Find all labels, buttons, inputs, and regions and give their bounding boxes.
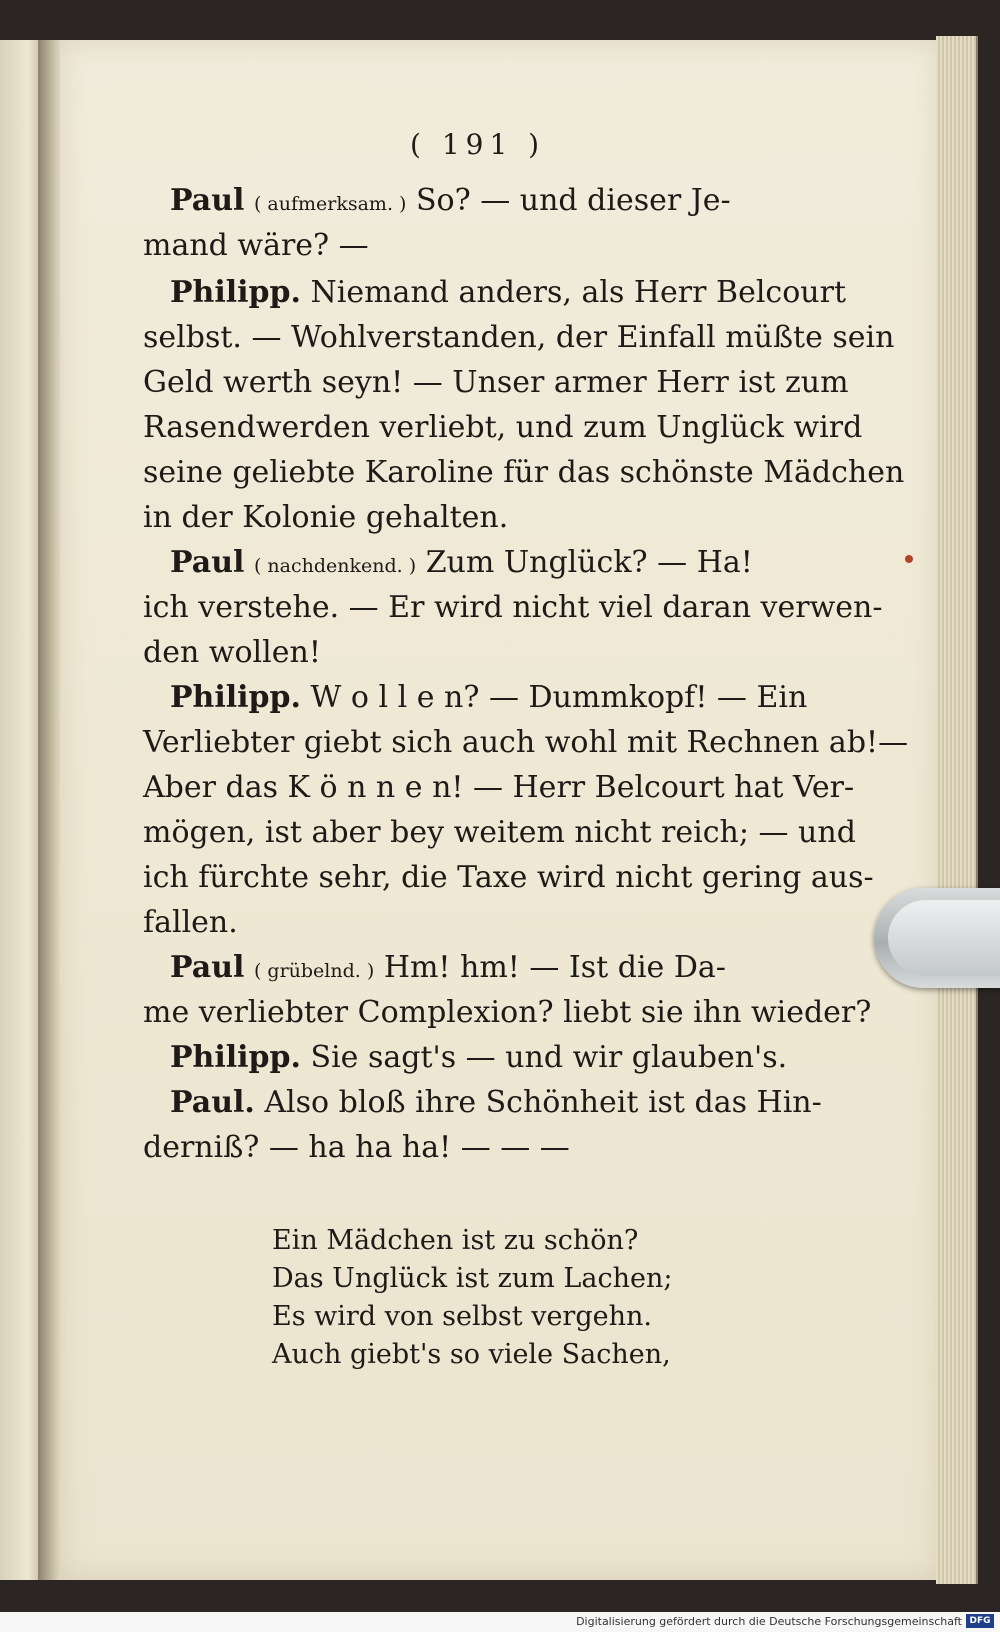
stage-direction: ( nachdenkend. )	[253, 555, 417, 577]
text-line: den wollen!	[143, 635, 321, 670]
footer-credit: Digitalisierung gefördert durch die Deutsche Forschungsgemeinschaft	[576, 1615, 962, 1628]
text-line: mand wäre? —	[143, 228, 369, 263]
text-line: ich fürchte sehr, die Taxe wird nicht gering aus-	[143, 860, 874, 895]
line-text: Hm! hm! — Ist die Da-	[383, 950, 726, 985]
verse-line: Auch giebt's so viele Sachen,	[272, 1339, 671, 1370]
stage-direction: ( aufmerksam. )	[253, 193, 407, 215]
speaker-name: Philipp.	[170, 275, 301, 310]
text-line	[170, 680, 807, 715]
text-line: in der Kolonie gehalten.	[143, 500, 509, 535]
text-line: Rasendwerden verliebt, und zum Unglück wird	[143, 410, 863, 445]
text-line: fallen.	[143, 905, 238, 940]
text-line: ich verstehe. — Er wird nicht viel daran verwen-	[143, 590, 883, 625]
text-line	[170, 275, 846, 310]
speaker-name: Paul.	[170, 1085, 255, 1120]
verse-line: Es wird von selbst vergehn.	[272, 1301, 652, 1332]
text-line	[170, 545, 753, 580]
verse-line: Ein Mädchen ist zu schön?	[272, 1225, 639, 1256]
speaker-name: Paul	[170, 183, 245, 218]
text-line: mögen, ist aber bey weitem nicht reich; — und	[143, 815, 856, 850]
text-line: me verliebter Complexion? liebt sie ihn wieder?	[143, 995, 872, 1030]
line-text: Zum Unglück? — Ha!	[425, 545, 753, 580]
text-line: Verliebter giebt sich auch wohl mit Rechnen ab!—	[143, 725, 909, 760]
text-line	[170, 183, 731, 218]
dfg-logo: DFG	[966, 1614, 994, 1628]
page-clip-highlight	[888, 900, 1000, 976]
speaker-name: Paul	[170, 545, 245, 580]
page-fore-edge	[936, 36, 978, 1584]
line-text: W o l l e n? — Dummkopf! — Ein	[310, 680, 808, 715]
text-line	[170, 1085, 822, 1120]
speaker-name: Philipp.	[170, 680, 301, 715]
text-line	[170, 1040, 787, 1075]
line-text: Niemand anders, als Herr Belcourt	[310, 275, 847, 310]
text-line	[170, 950, 726, 985]
text-line: derniß? — ha ha ha! — — —	[143, 1130, 570, 1165]
text-line: seine geliebte Karoline für das schönste Mädchen	[143, 455, 905, 490]
line-text: So? — und dieser Je-	[416, 183, 731, 218]
page-number: ( 191 )	[410, 128, 546, 161]
left-page-edge	[0, 40, 40, 1580]
speaker-name: Paul	[170, 950, 245, 985]
text-line: Geld werth seyn! — Unser armer Herr ist zum	[143, 365, 849, 400]
stage-direction: ( grübelnd. )	[253, 960, 375, 982]
page-mark	[905, 555, 913, 563]
speaker-name: Philipp.	[170, 1040, 301, 1075]
text-line: Aber das K ö n n e n! — Herr Belcourt hat Ver-	[143, 770, 855, 805]
text-line: selbst. — Wohlverstanden, der Einfall müßte sein	[143, 320, 895, 355]
verse-line: Das Unglück ist zum Lachen;	[272, 1263, 673, 1294]
line-text: Sie sagt's — und wir glauben's.	[310, 1040, 788, 1075]
line-text: Also bloß ihre Schönheit ist das Hin-	[264, 1085, 822, 1120]
